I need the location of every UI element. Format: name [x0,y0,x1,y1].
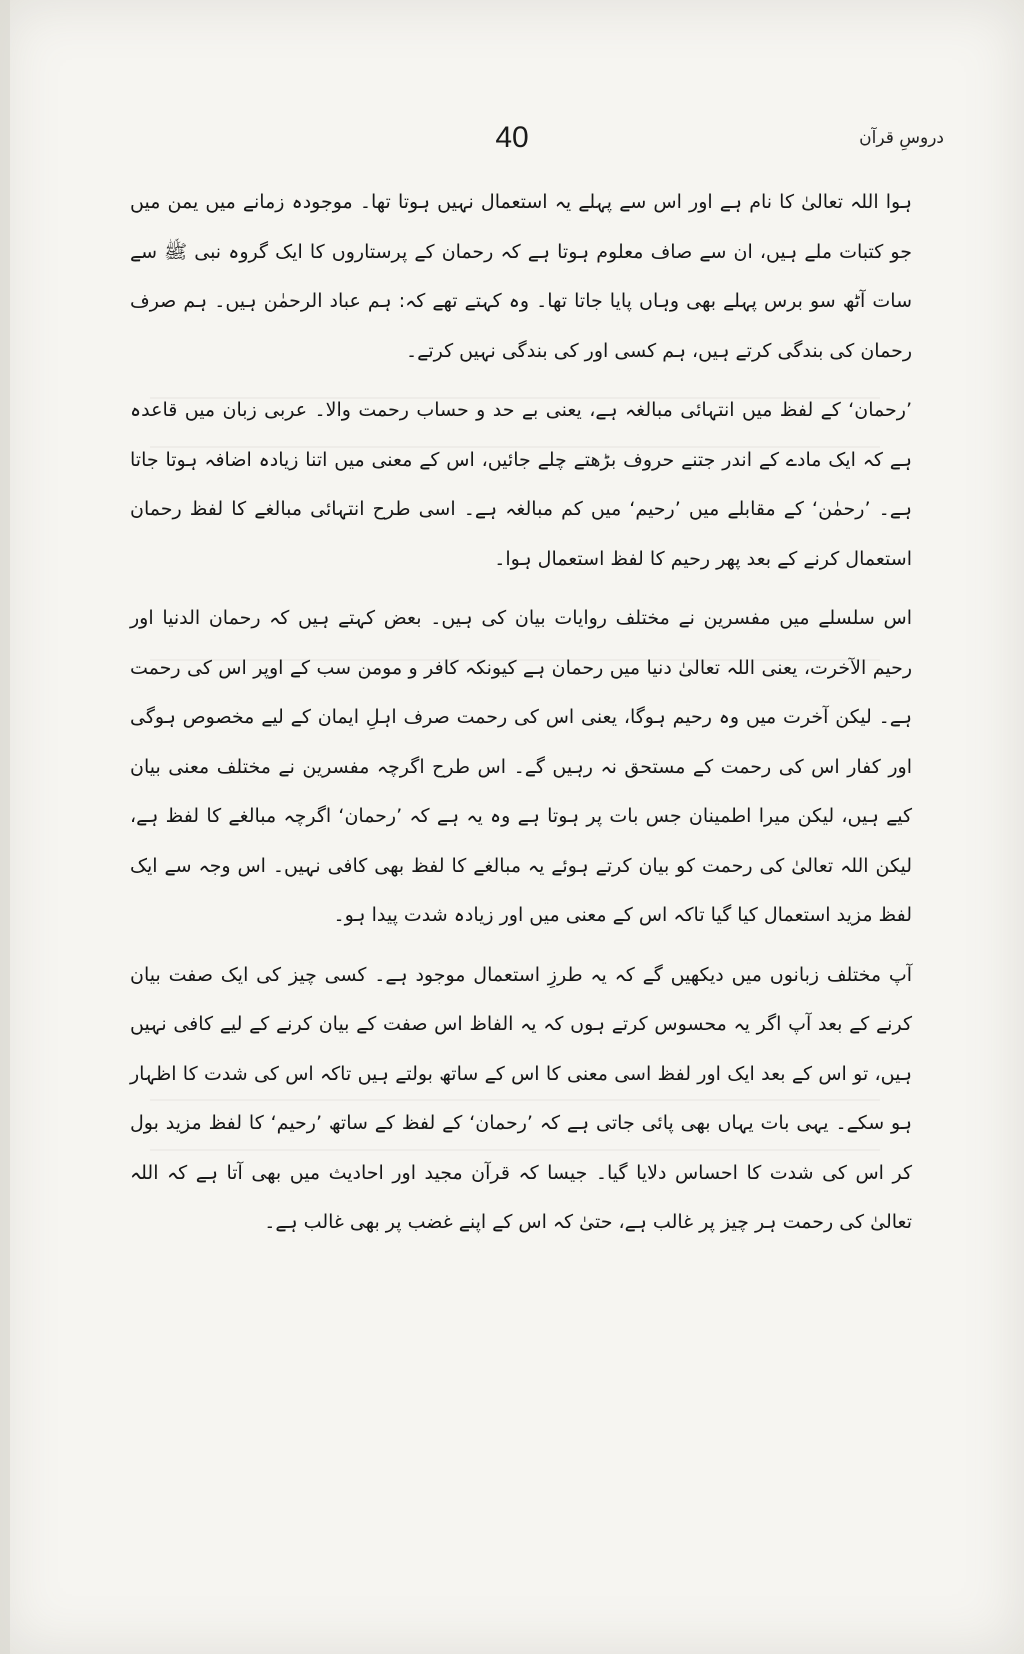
paragraph: آپ مختلف زبانوں میں دیکھیں گے کہ یہ طرزِ استعمال موجود ہے۔ کسی چیز کی ایک صفت بیان کرنے کے بعد آپ اگر یہ محسوس کرتے ہوں کہ یہ الفاظ اس صفت کے بیان کرنے کے لیے کافی نہیں ہیں، تو اس کے بعد ایک اور لفظ اسی معنی کا اس کے ساتھ بولتے ہیں تاکہ اس کی شدت کا اظہار ہو سکے۔ یہی بات یہاں بھی پائی جاتی ہے کہ ’رحمان‘ کے لفظ کے ساتھ ’رحیم‘ کا لفظ مزید بول کر اس کی شدت کا احساس دلایا گیا۔ جیسا کہ قرآن مجید اور احادیث میں بھی آتا ہے کہ اللہ تعالیٰ کی رحمت ہر چیز پر غالب ہے، حتیٰ کہ اس کے اپنے غضب پر بھی غالب ہے۔ [130,963,912,1233]
page-number: 40 [495,121,529,154]
paragraph: اس سلسلے میں مفسرین نے مختلف روایات بیان کی ہیں۔ بعض کہتے ہیں کہ رحمان الدنیا اور رحیم الآخرت، یعنی اللہ تعالیٰ دنیا میں رحمان ہے کیونکہ کافر و مومن سب کے اوپر اس کی رحمت ہے۔ لیکن آخرت میں وہ رحیم ہوگا، یعنی اس کی رحمت صرف اہلِ ایمان کے لیے مخصوص ہوگی اور کفار اس کی رحمت کے مستحق نہ رہیں گے۔ اس طرح اگرچہ مفسرین نے مختلف معنی بیان کیے ہیں، لیکن میرا اطمینان جس بات پر ہوتا ہے وہ یہ ہے کہ ’رحمان‘ اگرچہ مبالغے کا لفظ ہے، لیکن اللہ تعالیٰ کی رحمت کو بیان کرتے ہوئے یہ مبالغے کا لفظ بھی کافی نہیں۔ اس وجہ سے ایک لفظ مزید استعمال کیا گیا تاکہ اس کے معنی میں اور زیادہ شدت پیدا ہو۔ [130,607,912,926]
running-title: دروسِ قرآن [859,128,944,148]
paragraph: ’رحمان‘ کے لفظ میں انتہائی مبالغہ ہے، یعنی بے حد و حساب رحمت والا۔ عربی زبان میں قاعدہ ہے کہ ایک مادے کے اندر جتنے حروف بڑھتے چلے جائیں، اس کے معنی میں اتنا زیادہ اضافہ ہوتا جاتا ہے۔ ’رحمٰن‘ کے مقابلے میں ’رحیم‘ میں کم مبالغہ ہے۔ اسی طرح انتہائی مبالغے کا لفظ رحمان استعمال کرنے کے بعد پھر رحیم کا لفظ استعمال ہوا۔ [130,399,912,570]
page-body [130,178,912,1258]
paragraph: ہوا اللہ تعالیٰ کا نام ہے اور اس سے پہلے یہ استعمال نہیں ہوتا تھا۔ موجودہ زمانے میں یمن میں جو کتبات ملے ہیں، ان سے صاف معلوم ہوتا ہے کہ رحمان کے پرستاروں کا ایک گروہ نبی ﷺ سے سات آٹھ سو برس پہلے بھی وہاں پایا جاتا تھا۔ وہ کہتے تھے کہ: ہم عباد الرحمٰن ہیں۔ ہم صرف رحمان کی بندگی کرتے ہیں، ہم کسی اور کی بندگی نہیں کرتے۔ [130,191,912,362]
page-header [0,118,1024,158]
